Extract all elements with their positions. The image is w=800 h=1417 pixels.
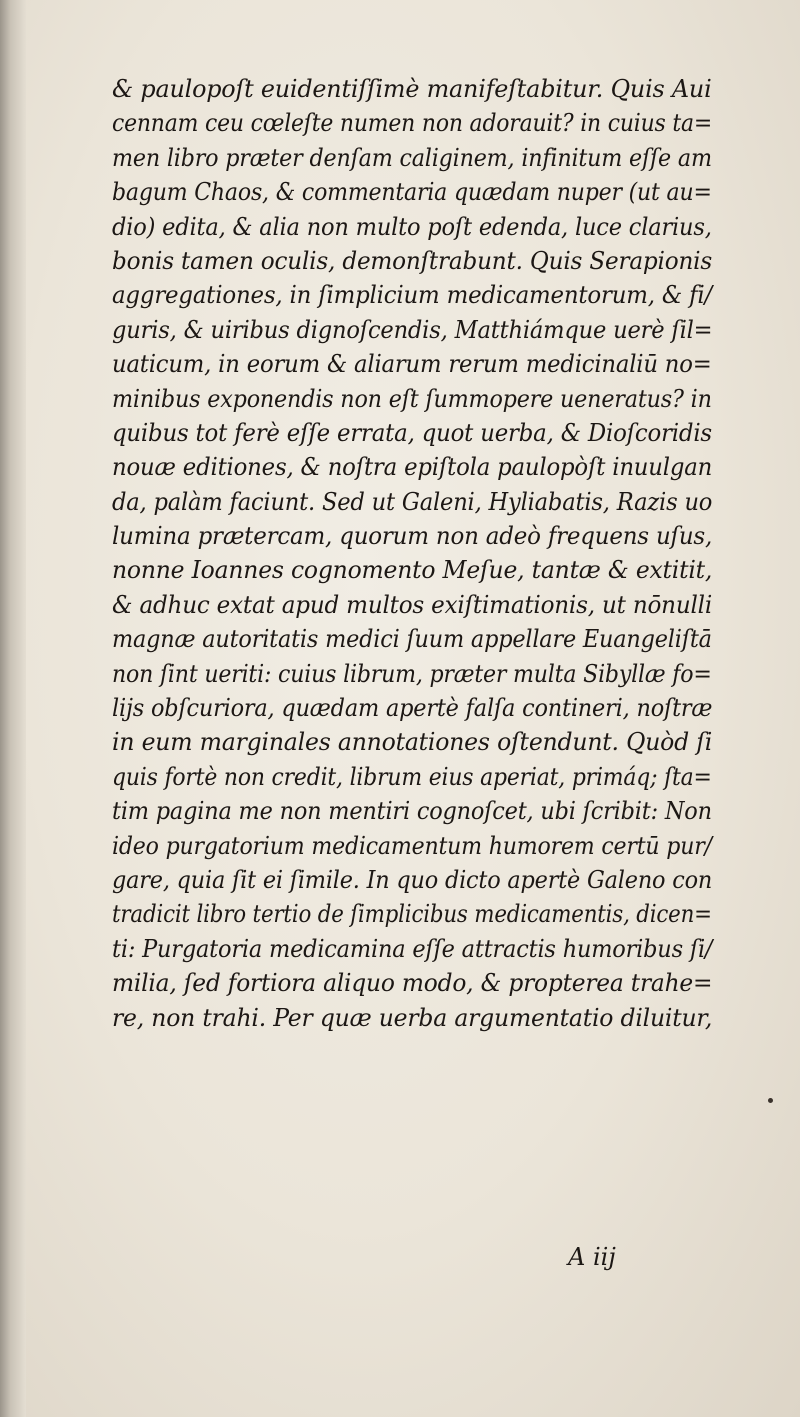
ink-speck <box>768 1098 773 1103</box>
text-line: men libro præter denſam caliginem, infinitum eſſe am <box>112 143 712 172</box>
text-line: & paulopoſt euidentiſſimè manifeſtabitur. Quis Aui <box>112 75 712 103</box>
text-line: bonis tamen oculis, demonſtrabunt. Quis Serapionis <box>112 246 713 275</box>
text-line: gare, quia ſit ei ſimile. In quo dicto apertè Galeno con <box>112 865 713 894</box>
text-line: tim pagina me non mentiri cognoſcet, ubi ſcribit: Non <box>112 797 712 826</box>
text-line: in eum marginales annotationes oſtendunt. Quòd ſi <box>112 728 713 757</box>
signature-mark: A iij <box>568 1243 616 1271</box>
text-line: nouæ editiones, & noſtra epiſtola paulopòſt inuulgan <box>112 453 713 482</box>
text-line: lijs obſcuriora, quædam apertè falſa contineri, noſtræ <box>112 694 713 723</box>
text-line: nonne Ioannes cognomento Meſue, tantæ & extitit, <box>112 556 713 585</box>
text-line: & adhuc extat apud multos exiſtimationis, ut nōnulli <box>112 590 713 619</box>
text-line: magnæ autoritatis medici ſuum appellare Euangeliſtā <box>112 625 712 654</box>
text-line: quibus tot ferè eſſe errata, quot uerba, & Dioſcoridis <box>112 418 712 447</box>
text-line: re, non trahi. Per quæ uerba argumentatio diluitur, <box>112 1003 713 1032</box>
text-line: quis fortè non credit, librum eius aperiat, primáq; ſta= <box>112 762 712 791</box>
text-line: aggregationes, in ſimplicium medicamentorum, & fi/ <box>112 281 713 310</box>
text-line: tradicit libro tertio de ſimplicibus medicamentis, dicen= <box>112 900 712 929</box>
text-line: da, palàm faciunt. Sed ut Galeni, Hyliabatis, Razis uo <box>112 487 713 516</box>
page-text <box>112 72 712 1035</box>
text-line: minibus exponendis non eſt ſummopere ueneratus? in <box>112 384 712 413</box>
text-line: non ſint ueriti: cuius librum, præter multa Sibyllæ fo= <box>112 659 712 688</box>
text-line: lumina prætercam, quorum non adeò frequens uſus, <box>112 522 713 551</box>
text-line: bagum Chaos, & commentaria quædam nuper (ut au= <box>112 178 712 207</box>
text-line: milia, ſed fortiora aliquo modo, & propterea trahe= <box>112 969 713 998</box>
text-line: dio) edita, & alia non multo poſt edenda, luce clarius, <box>112 212 712 241</box>
text-line: cennam ceu cœleſte numen non adorauit? in cuius ta= <box>112 109 713 138</box>
page-gutter <box>0 0 26 1417</box>
text-line: ideo purgatorium medicamentum humorem certū pur/ <box>112 831 712 860</box>
text-line: guris, & uiribus dignoſcendis, Matthiámque uerè ſil= <box>112 315 713 344</box>
text-line: uaticum, in eorum & aliarum rerum medicinaliū no= <box>112 350 712 379</box>
text-line: ti: Purgatoria medicamina eſſe attractis humoribus ſi/ <box>112 934 713 963</box>
